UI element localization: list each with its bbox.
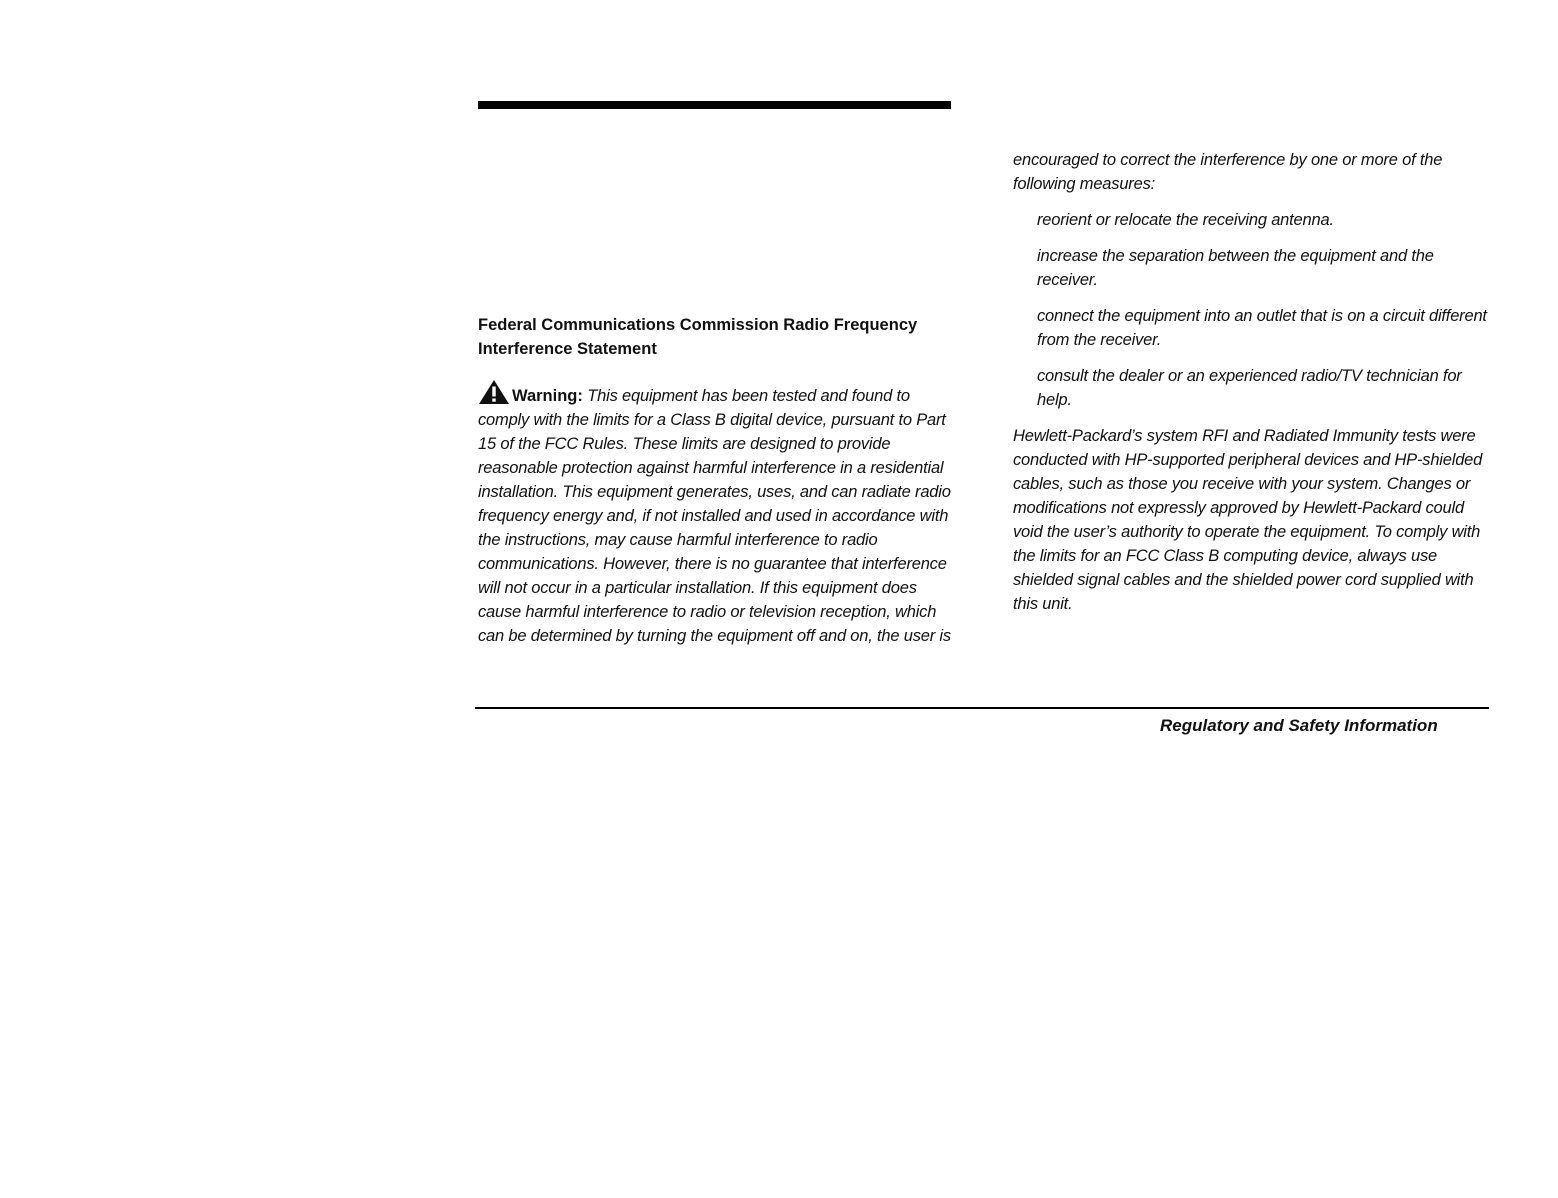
warning-text: This equipment has been tested and found to comply with the limits for a Class B digital device, pursuant to Part 15 of the FCC Rules. These limits are designed to provide reasonable protection against harmful interference in a residential installation. This equipment generates, uses, and can radiate radio frequency energy and, if not installed and used in accordance with the instructions, may cause harmful interference to radio communications. However, there is no guarantee that interference will not occur in a particular installation. If this equipment does cause harmful interference to radio or television reception, which can be determined by turning the equipment off and on, the user is	[478, 387, 951, 645]
list-item: consult the dealer or an experienced radio/TV technician for help.	[1037, 367, 1462, 409]
list-item: reorient or relocate the receiving antenna.	[1037, 211, 1334, 229]
footer-rule	[475, 707, 1489, 709]
top-rule	[478, 101, 951, 109]
section-heading: Federal Communications Commission Radio Frequency Interference Statement	[478, 316, 918, 358]
warning-triangle-icon	[478, 379, 510, 405]
closing-paragraph: Hewlett-Packard’s system RFI and Radiated Immunity tests were conducted with HP-supported peripheral devices and HP-shielded cables, such as those you receive with your system. Changes or modifications not expressly approved by Hewlett-Packard could void the user’s authority to operate the equipment. To comply with the limits for an FCC Class B computing device, always use shielded signal cables and the shielded power cord supplied with this unit.	[1013, 427, 1483, 613]
warning-label: Warning:	[512, 387, 583, 405]
continuation-intro: encouraged to correct the interference by one or more of the following measures:	[1013, 151, 1443, 193]
running-footer: Regulatory and Safety Information	[1160, 716, 1438, 735]
left-column	[478, 313, 954, 648]
warning-paragraph	[478, 379, 954, 648]
right-column	[1013, 148, 1487, 628]
measures-list	[1013, 208, 1487, 412]
list-item: increase the separation between the equipment and the receiver.	[1037, 247, 1434, 289]
list-item: connect the equipment into an outlet that is on a circuit different from the receiver.	[1037, 307, 1487, 349]
